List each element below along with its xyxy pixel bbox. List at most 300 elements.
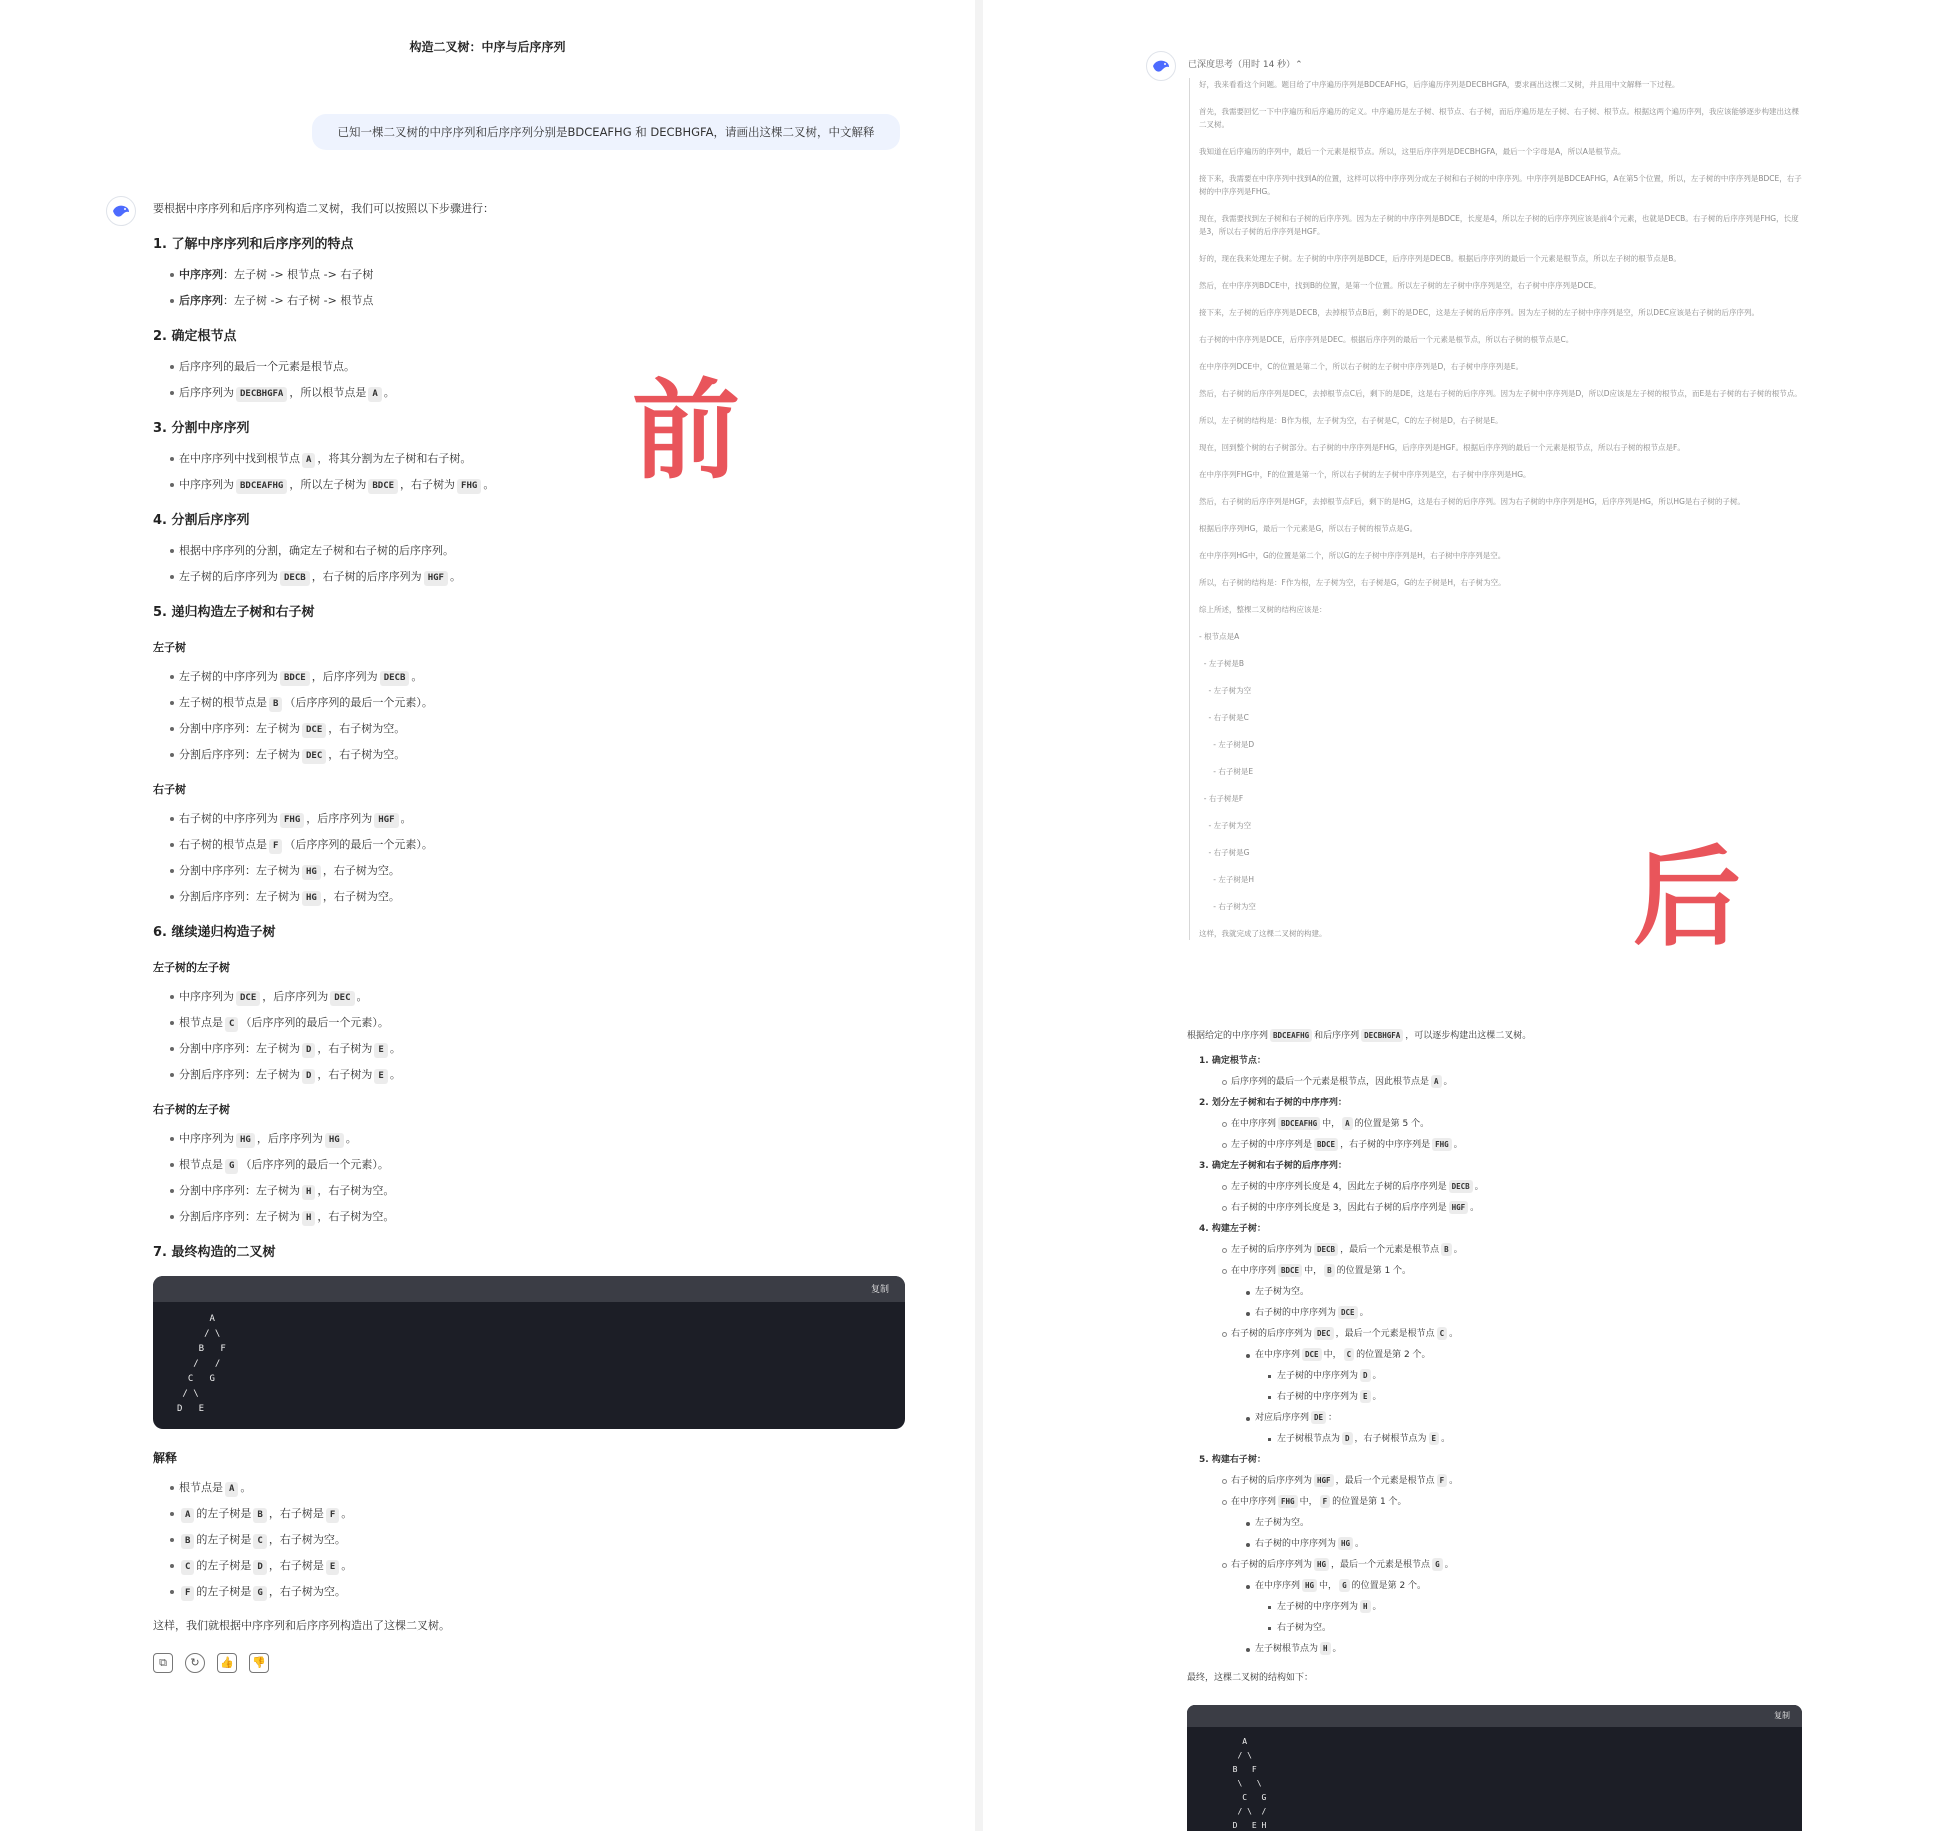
inline-code: HG [302,891,321,906]
text-span: 左子树的中序序列是 [1231,1140,1313,1150]
text-span: 分割后序序列：左子树为 [179,890,300,903]
reasoning-tree-line: - 左子树是B [1199,659,1245,668]
inline-code: H [1360,1600,1371,1613]
assistant-answer [153,196,905,1673]
reasoning-tree-line: - 左子树为空 [1199,686,1252,695]
list-item [153,984,905,1010]
list-item: 根据中序序列的分割，确定左子树和右子树的后序序列。 [153,538,905,564]
text-span: 右子树的中序序列为 [179,812,278,825]
message-actions [153,1653,905,1673]
bullet-list [153,262,905,314]
text-span: ：左子树 -> 根节点 -> 右子树 [223,268,374,281]
reasoning-paragraph: 接下来，我需要在中序序列中找到A的位置，这样可以将中序序列分成左子树和右子树的中序序列。中序序列是BDCEAFHG，A在第5个位置，所以，左子树的中序序列是BDCE，右子树的中序序列是FHG。 [1199,174,1802,196]
inline-code: DECB [280,571,310,586]
text-span: 。 [483,478,495,491]
list-item [1187,1408,1802,1429]
reasoning-tree-line: - 右子树是E [1199,767,1254,776]
text-span: 。 [1444,1560,1454,1570]
text-span: 分割中序序列：左子树为 [179,1184,300,1197]
reasoning-tree-line: - 右子树为空 [1199,902,1256,911]
inline-code: H [302,1185,315,1200]
inline-code: C [1437,1327,1448,1340]
inline-code: BDCE [280,671,310,686]
subsection-heading: 右子树 [153,783,186,796]
inline-code: B [1324,1264,1335,1277]
whale-logo-icon [1147,52,1175,80]
text-span: 分割后序序列：左子树为 [179,1210,300,1223]
list-item [153,858,905,884]
text-span: 。 [356,990,368,1003]
inline-code: FHG [457,479,481,494]
reasoning-paragraph: 所以，左子树的结构是：B作为根，左子树为空，右子树是C，C的左子树是D，右子树是E。 [1199,416,1503,425]
inline-code: A [1342,1117,1353,1130]
text-span: ，所以根节点是 [289,386,367,399]
assistant-avatar [106,196,136,226]
text-span: ，右子树根节点为 [1354,1434,1427,1444]
inline-code: G [253,1586,266,1601]
inline-code: DCE [1302,1348,1322,1361]
inline-code: C [225,1017,238,1032]
list-item [153,1204,905,1230]
step-heading [1187,1051,1802,1072]
text-span: 左子树的后序序列为 [179,570,278,583]
reasoning-paragraph: 在中序序列DCE中，C的位置是第二个，所以右子树的左子树中序序列是D，右子树中序序列是E。 [1199,362,1523,371]
list-item [1187,1555,1802,1576]
text-span: 4. 构建左子树： [1199,1224,1266,1234]
inline-code: FHG [280,813,304,828]
inline-code: B [1441,1243,1452,1256]
code-block-header [153,1276,905,1302]
reasoning-tree-line: - 左子树是D [1199,740,1255,749]
list-item [1187,1324,1802,1345]
inline-code: C [1344,1348,1355,1361]
text-span: 。 [1470,1203,1480,1213]
inline-code: G [1339,1579,1350,1592]
step-heading [1187,1156,1802,1177]
inline-code: D [253,1560,266,1575]
inline-code: DCE [236,991,260,1006]
subsection-heading: 左子树的左子树 [153,961,230,974]
text-span: ，将其分割为左子树和右子树。 [317,452,472,465]
text-span: ，后序序列为 [306,812,373,825]
inline-code: BDCE [1314,1138,1338,1151]
text-span: 的左子树是 [196,1559,252,1572]
text-span: 。 [341,1507,353,1520]
text-span: ，最后一个元素是根节点 [1335,1329,1435,1339]
text-span: 右子树的中序序列为 [1277,1392,1359,1402]
inline-code: H [302,1211,315,1226]
text-span: 后序序列 [179,294,223,307]
inline-code: F [1320,1495,1331,1508]
text-span: 。 [1474,1182,1484,1192]
text-span: 左子树的中序序列为 [1277,1602,1359,1612]
inline-code: A [368,387,381,402]
text-span: 。 [1453,1140,1463,1150]
inline-code: F [326,1508,339,1523]
list-item [153,832,905,858]
text-span: （后序序列的最后一个元素）。 [284,696,433,709]
reasoning-tree-line: - 左子树是H [1199,875,1255,884]
inline-code: HG [1338,1537,1353,1550]
list-item [1187,1072,1802,1093]
text-span: 中序序列为 [179,990,234,1003]
text-span: 和后序序列 [1314,1031,1360,1041]
reasoning-paragraph: 现在，回到整个树的右子树部分。右子树的中序序列是FHG，后序序列是HGF。根据后序序列的最后一个元素是根节点，所以右子树的根节点是F。 [1199,443,1685,452]
inline-code: HG [1314,1558,1329,1571]
text-span: 在中序序列 [1255,1350,1301,1360]
reasoning-paragraph: 接下来，左子树的后序序列是DECB，去掉根节点B后，剩下的是DEC，这是左子树的后序序列。因为左子树的左子树中序序列是空，所以DEC应该是右子树的后序序列。 [1199,308,1760,317]
list-item [153,472,905,498]
inline-code: DCE [1338,1306,1358,1319]
right-chat-panel [983,0,1944,1831]
text-span: ，可以逐步构建出这棵二叉树。 [1405,1031,1532,1041]
text-span: 的位置是第 5 个。 [1354,1119,1430,1129]
regenerate-icon[interactable]: ↻ [185,1653,205,1673]
text-span: 。 [240,1481,252,1494]
text-span: 2. 划分左子树和右子树的中序序列： [1199,1098,1347,1108]
text-span: ，右子树为空。 [322,890,400,903]
text-span: ，右子树为空。 [268,1533,346,1546]
text-span: ，后序序列为 [311,670,378,683]
text-span: 左子树的后序序列为 [1231,1245,1313,1255]
list-item [153,1527,905,1553]
text-span: 分割中序序列：左子树为 [179,722,300,735]
inline-code: DEC [330,991,354,1006]
text-span: 在中序序列 [1231,1266,1277,1276]
inline-code: HGF [424,571,448,586]
text-span: 。 [400,812,412,825]
text-span: 左子树根节点为 [1277,1434,1341,1444]
bullet-list [153,538,905,590]
inline-code: BDCEAFHG [1278,1117,1320,1130]
text-span: ，右子树的中序序列是 [1340,1140,1431,1150]
list-item [153,1126,905,1152]
text-span: 左子树的根节点是 [179,696,267,709]
subsection-heading: 左子树 [153,641,186,654]
text-span: ，右子树为空。 [317,1184,395,1197]
text-span: （后序序列的最后一个元素）。 [240,1016,389,1029]
inline-code: A [302,453,315,468]
text-span: 分割后序序列：左子树为 [179,748,300,761]
text-span: 的左子树是 [196,1507,252,1520]
inline-code: DCE [302,723,326,738]
inline-code: FHG [1278,1495,1298,1508]
reasoning-paragraph: 首先，我需要回忆一下中序遍历和后序遍历的定义。中序遍历是左子树、根节点、右子树，而后序遍历是左子树、右子树、根节点。根据这两个遍历序列，我应该能够逐步构建出这棵二叉树。 [1199,107,1799,129]
text-span: ，右子树为 [317,1068,373,1081]
text-span: ，右子树的后序序列为 [311,570,422,583]
text-span: ，右子树是 [268,1507,324,1520]
inline-code: C [253,1534,266,1549]
inline-code: HG [1302,1579,1317,1592]
text-span: 。 [383,386,395,399]
text-span: 在中序序列中找到根节点 [179,452,300,465]
steps-list [1187,1051,1802,1660]
list-item: 后序序列的最后一个元素是根节点。 [153,354,905,380]
text-span: 对应后序序列 [1255,1413,1310,1423]
list-item [153,380,905,406]
text-span: 中， [1299,1497,1318,1507]
text-span: 在中序序列 [1231,1119,1277,1129]
text-span: ，右子树是 [268,1559,324,1572]
list-item [1187,1639,1802,1660]
subsection-heading: 右子树的左子树 [153,1103,230,1116]
text-span: 。 [1443,1077,1453,1087]
inline-code: E [1429,1432,1440,1445]
text-span: 后序序列的最后一个元素是根节点，因此根节点是 [1231,1077,1430,1087]
thumbs-up-icon[interactable]: 👍 [217,1653,237,1673]
text-span: 右子树的后序序列为 [1231,1476,1313,1486]
inline-code: DECB [1449,1180,1473,1193]
text-span: ，所以左子树为 [289,478,367,491]
text-span: 中， [1322,1119,1341,1129]
inline-code: E [374,1069,387,1084]
list-item: 左子树为空。 [1187,1513,1802,1534]
inline-code: F [181,1586,194,1601]
text-span: 5. 构建右子树： [1199,1455,1266,1465]
text-span: 。 [389,1068,401,1081]
answer-conclusion: 这样，我们就根据中序序列和后序序列构造出了这棵二叉树。 [153,1619,450,1632]
section-heading: 1. 了解中序序列和后序序列的特点 [153,237,354,252]
text-span: 。 [1355,1539,1365,1549]
reasoning-paragraph: 在中序序列FHG中，F的位置是第一个，所以右子树的左子树中序序列是空，右子树中序序列是HG。 [1199,470,1531,479]
list-item [153,564,905,590]
inline-code: HGF [1314,1474,1334,1487]
section-heading: 6. 继续递归构造子树 [153,925,276,940]
text-span: ，最后一个元素是根节点 [1335,1476,1435,1486]
reasoning-tree-line: - 右子树是G [1199,848,1250,857]
text-span: ：左子树 -> 右子树 -> 根节点 [223,294,374,307]
inline-code: DECB [1314,1243,1338,1256]
reasoning-paragraph: 这样，我就完成了这棵二叉树的构建。 [1199,929,1327,938]
text-span: 中序序列 [179,268,223,281]
inline-code: HGF [1449,1201,1469,1214]
text-span: 中， [1319,1581,1338,1591]
inline-code: F [1437,1474,1448,1487]
code-block-header [1187,1705,1802,1727]
inline-code: BDCEAFHG [1270,1029,1312,1042]
list-item [153,1178,905,1204]
list-item: 右子树为空。 [1187,1618,1802,1639]
list-item: 左子树为空。 [1187,1282,1802,1303]
assistant-avatar [1146,51,1176,81]
code-block [153,1276,905,1429]
text-span: 的左子树是 [196,1533,252,1546]
section-heading: 解释 [153,1451,178,1465]
section-heading: 5. 递归构造左子树和右子树 [153,605,315,620]
text-span: 中， [1304,1266,1323,1276]
list-item [153,742,905,768]
text-span: 左子树的中序序列为 [179,670,278,683]
text-span: ，右子树为 [400,478,456,491]
list-item [1187,1177,1802,1198]
bullet-list [153,664,905,768]
thumbs-down-icon[interactable]: 👎 [249,1653,269,1673]
inline-code: B [253,1508,266,1523]
answer-final: 最终，这棵二叉树的结构如下： [1187,1673,1314,1683]
bullet-list [153,1126,905,1230]
reasoning-paragraph: 然后，右子树的后序序列是DEC，去掉根节点C后，剩下的是DE，这是右子树的后序序列。因为左子树中序序列是D，所以D应该是左子树的根节点，而E是右子树的右子树的根节点。 [1199,389,1802,398]
reasoning-tree-line: - 右子树是F [1199,794,1244,803]
tree-diagram-text: A / \ B F \ \ C G / \ / D E H [1232,1737,1267,1830]
assistant-answer [1187,1026,1802,1831]
reasoning-paragraph: 右子树的中序序列是DCE，后序序列是DEC。根据后序序列的最后一个元素是根节点，所以右子树的根节点是C。 [1199,335,1574,344]
text-span: （后序序列的最后一个元素）。 [240,1158,389,1171]
text-span: 后序序列为 [179,386,234,399]
inline-code: E [1360,1390,1371,1403]
text-span: 左子树根节点为 [1255,1644,1319,1654]
inline-code: BDCE [1278,1264,1302,1277]
list-item [153,1036,905,1062]
copy-button[interactable]: 复制 [1774,1711,1790,1720]
user-message-bubble: 已知一棵二叉树的中序序列和后序序列分别是BDCEAFHG 和 DECBHGFA，请画出这棵二叉树，中文解释 [312,114,900,150]
list-item [153,1553,905,1579]
bullet-list [153,806,905,910]
inline-code: G [225,1159,238,1174]
inline-code: D [302,1069,315,1084]
text-span: 分割中序序列：左子树为 [179,864,300,877]
reasoning-paragraph: 然后，右子树的后序序列是HGF，去掉根节点F后，剩下的是HG，这是右子树的后序序列。因为右子树的中序序列是HG，后序序列是HG，所以HG是右子树的子树。 [1199,497,1745,506]
list-item [1187,1345,1802,1366]
inline-code: C [181,1560,194,1575]
list-item [1187,1240,1802,1261]
bullet-list [153,1475,905,1605]
text-span: ，最后一个元素是根节点 [1340,1245,1440,1255]
text-span: 。 [1449,1476,1459,1486]
list-item [1187,1261,1802,1282]
inline-code: FHG [1432,1138,1452,1151]
text-span: 。 [341,1559,353,1572]
list-item [1187,1303,1802,1324]
text-span: 3. 确定左子树和右子树的后序序列： [1199,1161,1347,1171]
inline-code: B [181,1534,194,1549]
page-title: 构造二叉树：中序与后序序列 [409,40,566,54]
list-item [1187,1576,1802,1597]
list-item [153,262,905,288]
text-span: 中， [1323,1350,1342,1360]
text-span: ，右子树为 [317,1042,373,1055]
text-span: 。 [1449,1329,1459,1339]
text-span: 。 [449,570,461,583]
list-item [153,690,905,716]
step-heading [1187,1093,1802,1114]
inline-code: D [1342,1432,1353,1445]
list-item [1187,1135,1802,1156]
text-span: 的位置是第 2 个。 [1356,1350,1431,1360]
list-item [1187,1429,1802,1450]
list-item [153,664,905,690]
text-span: 分割中序序列：左子树为 [179,1042,300,1055]
inline-code: DECBHGFA [236,387,287,402]
inline-code: B [269,697,282,712]
list-item [1187,1114,1802,1135]
text-span: 。 [389,1042,401,1055]
inline-code: DEC [1314,1327,1334,1340]
step-heading [1187,1450,1802,1471]
reasoning-paragraph: 所以，右子树的结构是：F作为根，左子树为空，右子树是G，G的左子树是H，右子树为空。 [1199,578,1506,587]
reasoning-tree-line: - 根节点是A [1199,632,1240,641]
text-span: 左子树的中序序列为 [1277,1371,1359,1381]
list-item [153,446,905,472]
reasoning-paragraph: 好的，现在我来处理左子树。左子树的中序序列是BDCE，后序序列是DECB。根据后序序列的最后一个元素是根节点，所以左子树的根节点是B。 [1199,254,1681,263]
list-item [1187,1471,1802,1492]
text-span: ，最后一个元素是根节点 [1331,1560,1431,1570]
text-span: 右子树的中序序列长度是 3，因此右子树的后序序列是 [1231,1203,1447,1213]
list-item [1187,1492,1802,1513]
text-span: 在中序序列 [1255,1581,1301,1591]
text-span: 中序序列为 [179,1132,234,1145]
text-span: 右子树的后序序列为 [1231,1560,1313,1570]
inline-code: DECBHGFA [1361,1029,1403,1042]
inline-code: BDCE [368,479,398,494]
reasoning-paragraph: 然后，在中序序列BDCE中，找到B的位置，是第一个位置。所以左子树的左子树中序序列是空，右子树中序序列是DCE。 [1199,281,1601,290]
inline-code: E [326,1560,339,1575]
reasoning-paragraph: 根据后序序列HG，最后一个元素是G，所以右子树的根节点是G。 [1199,524,1418,533]
list-item [153,1579,905,1605]
text-span: 根据给定的中序序列 [1187,1031,1269,1041]
section-heading: 2. 确定根节点 [153,329,237,344]
inline-code: A [1431,1075,1442,1088]
inline-code: D [1360,1369,1371,1382]
inline-code: HGF [374,813,398,828]
text-span: 。 [1453,1245,1463,1255]
list-item [153,884,905,910]
inline-code: H [1320,1642,1331,1655]
reasoning-paragraph: 我知道在后序遍历的序列中，最后一个元素是根节点。所以，这里后序序列是DECBHGFA，最后一个字母是A，所以A是根节点。 [1199,147,1626,156]
text-span: 左子树的中序序列长度是 4，因此左子树的后序序列是 [1231,1182,1447,1192]
text-span: 的位置是第 2 个。 [1351,1581,1427,1591]
bullet-list [153,354,905,406]
step-heading [1187,1219,1802,1240]
bullet-list [153,984,905,1088]
text-span: 1. 确定根节点： [1199,1056,1266,1066]
section-heading: 3. 分割中序序列 [153,421,250,436]
text-span: 的位置是第 1 个。 [1332,1497,1407,1507]
reasoning-paragraph: 综上所述，整棵二叉树的结构应该是： [1199,605,1327,614]
inline-code: D [302,1043,315,1058]
text-span: 。 [1372,1392,1382,1402]
text-span: ，右子树为空。 [322,864,400,877]
whale-logo-icon [107,197,135,225]
list-item [153,288,905,314]
text-span: 右子树的中序序列为 [1255,1539,1337,1549]
list-item [1187,1597,1802,1618]
answer-intro: 要根据中序序列和后序序列构造二叉树，我们可以按照以下步骤进行： [153,202,494,215]
list-item [1187,1198,1802,1219]
section-heading: 4. 分割后序序列 [153,513,250,528]
list-item [153,806,905,832]
text-span: 。 [1359,1308,1369,1318]
inline-code: HG [302,865,321,880]
inline-code: DE [1311,1411,1326,1424]
copy-icon[interactable]: ⧉ [153,1653,173,1673]
inline-code: HG [325,1133,344,1148]
text-span: 中序序列为 [179,478,234,491]
text-span: 的左子树是 [196,1585,252,1598]
copy-button[interactable]: 复制 [870,1285,889,1295]
inline-code: G [1432,1558,1443,1571]
text-span: ，右子树为空。 [317,1210,395,1223]
inline-code: A [225,1482,238,1497]
inline-code: DECB [380,671,410,686]
section-heading: 7. 最终构造的二叉树 [153,1245,276,1260]
deep-think-toggle[interactable]: 已深度思考（用时 14 秒）⌃ [1188,60,1303,70]
text-span: 。 [1332,1644,1342,1654]
list-item [153,1475,905,1501]
list-item [153,1062,905,1088]
inline-code: A [181,1508,194,1523]
text-span: 。 [1372,1602,1382,1612]
text-span: 右子树的中序序列为 [1255,1308,1337,1318]
